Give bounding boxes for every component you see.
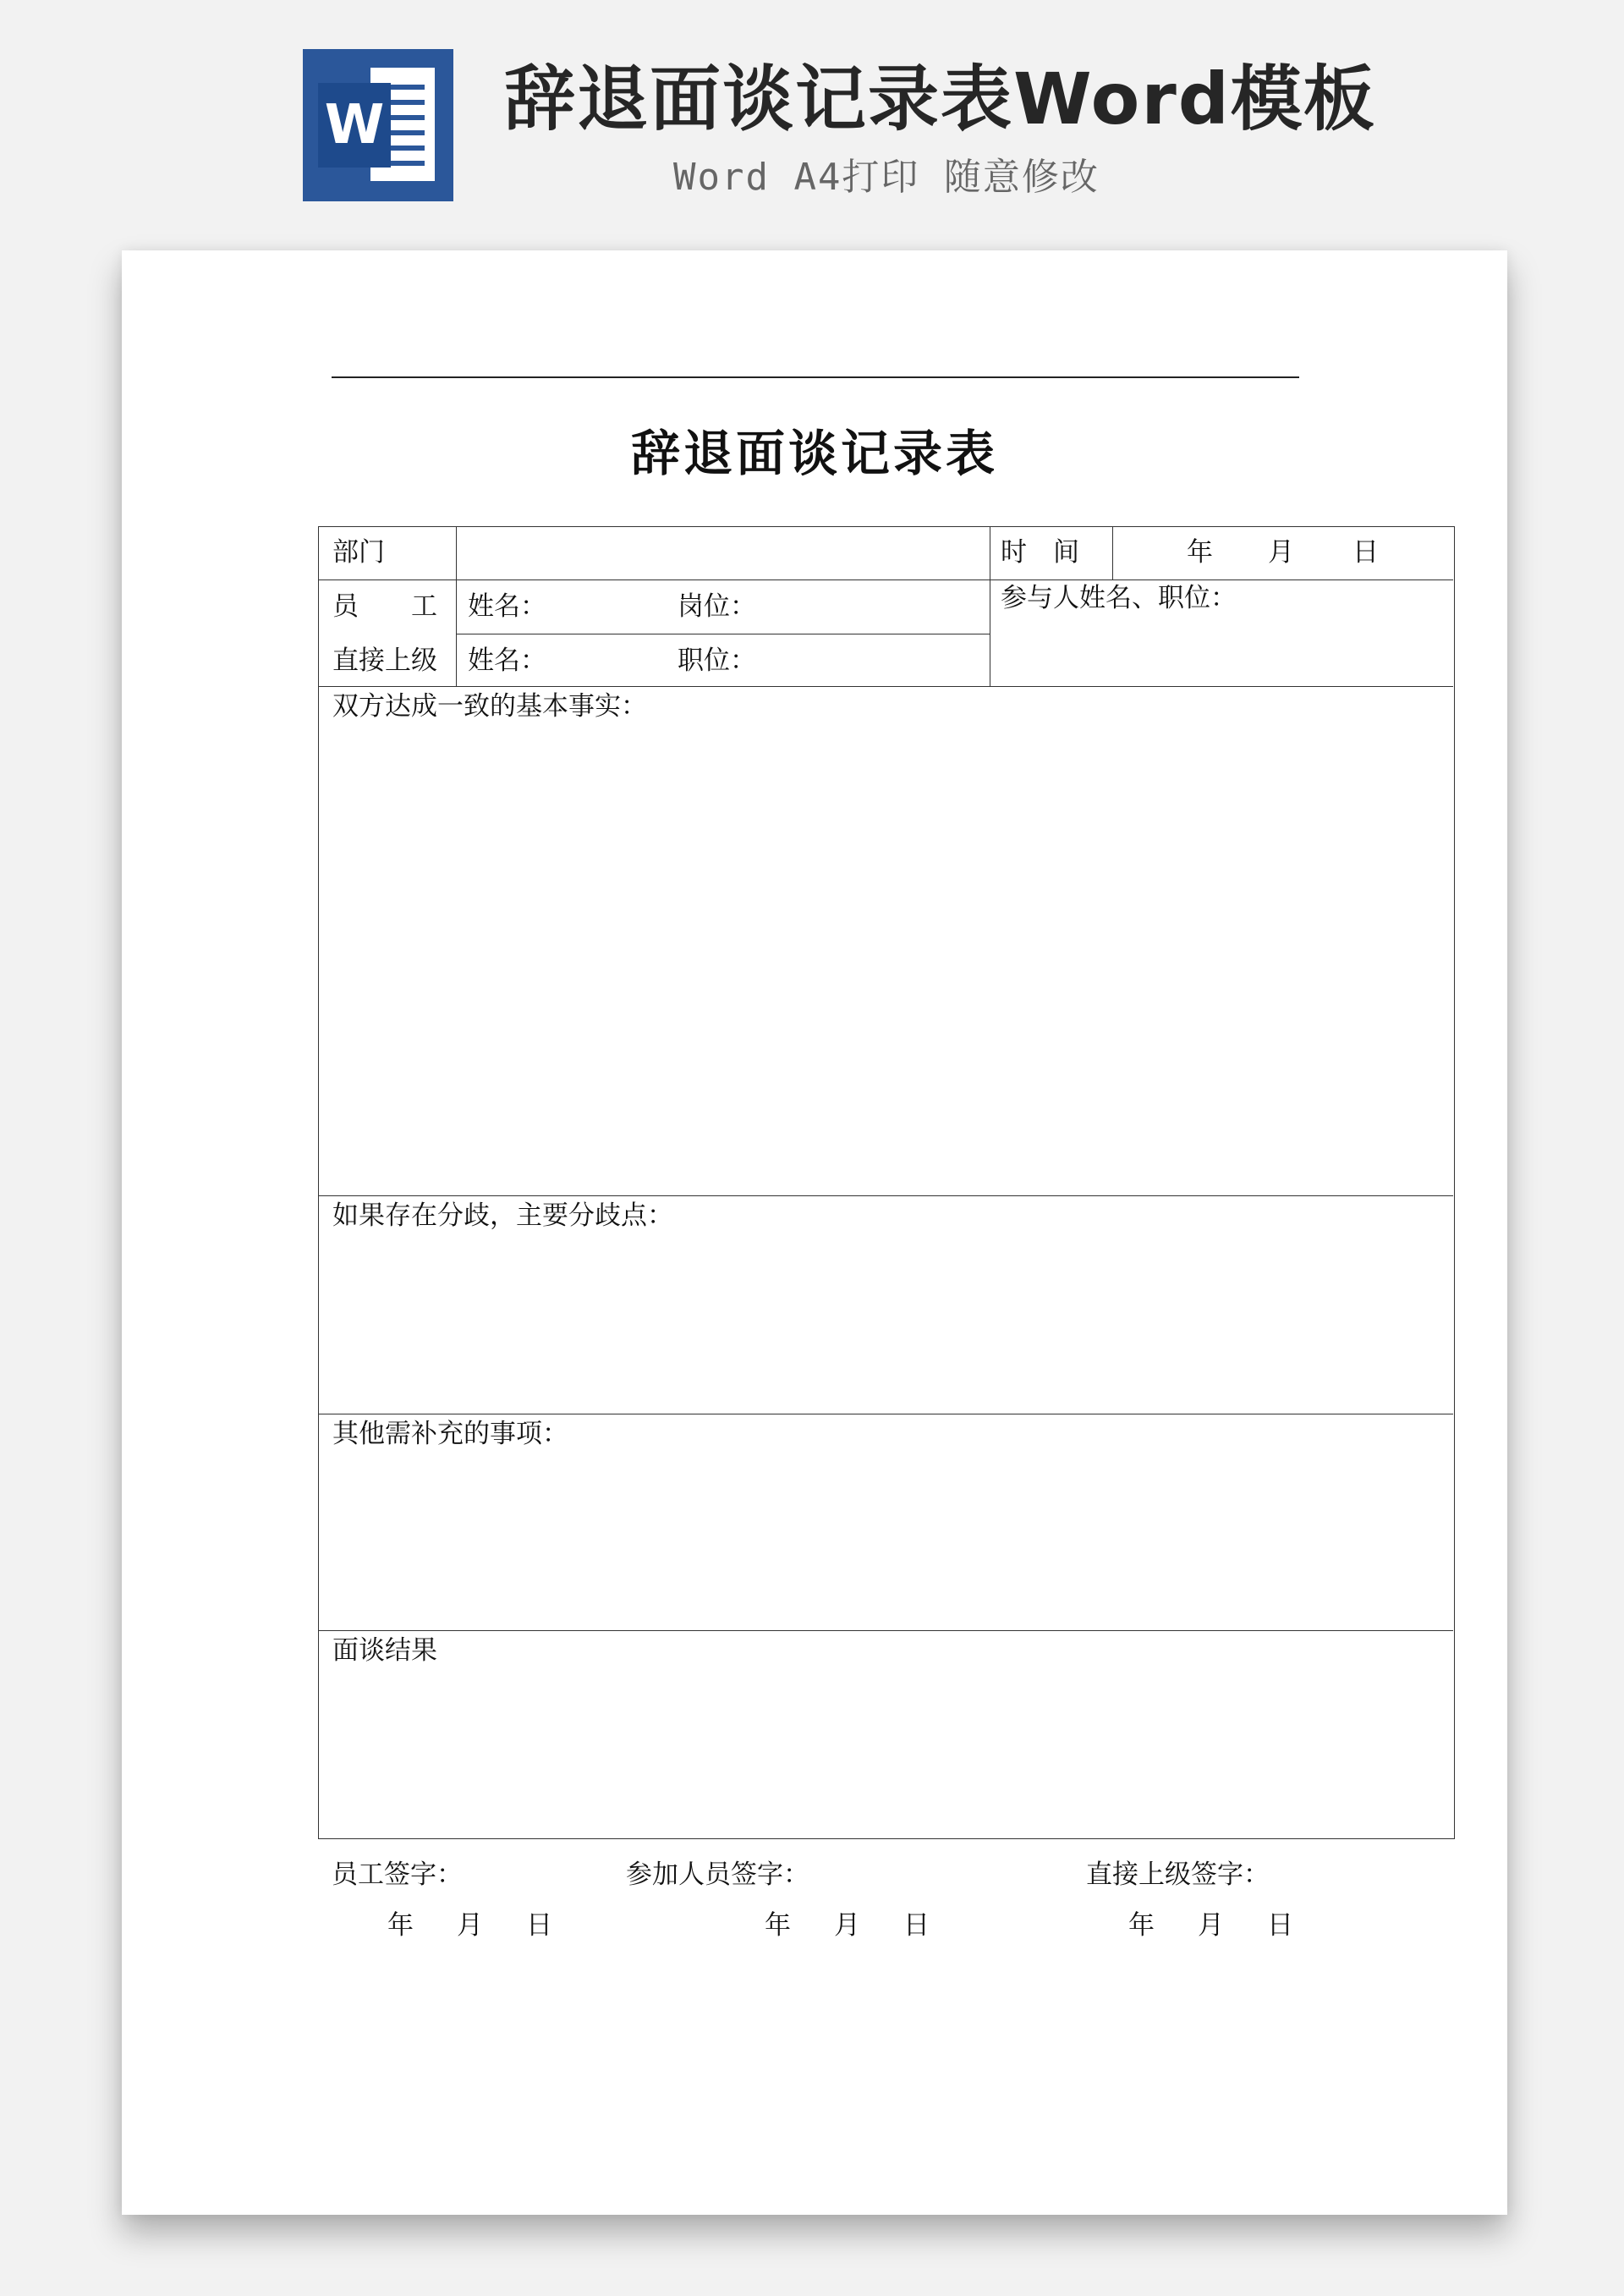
column-divider [1112, 527, 1113, 579]
row-divider [319, 686, 1453, 687]
supplement-section-label: 其他需补充的事项： [332, 1419, 568, 1449]
employee-post-label: 岗位： [678, 591, 756, 622]
column-divider [456, 527, 457, 686]
row-divider [319, 1195, 1453, 1196]
supervisor-post-label: 职位： [678, 645, 756, 676]
employee-label: 员 工 [332, 591, 437, 622]
row-divider [319, 579, 1453, 580]
document-page [122, 250, 1507, 2215]
supervisor-label: 直接上级 [332, 645, 437, 676]
sig-date-year: 年 [765, 1910, 791, 1941]
disagreement-section-label: 如果存在分歧，主要分歧点： [332, 1200, 673, 1231]
participants-label: 参与人姓名、职位： [1001, 583, 1237, 613]
employee-signature-label: 员工签字： [332, 1859, 463, 1890]
document-title: 辞退面谈记录表 [630, 425, 998, 482]
employee-name-label: 姓名： [468, 591, 546, 622]
sig-date-month: 月 [834, 1910, 860, 1941]
sig-date-day: 日 [526, 1910, 552, 1941]
sig-date-year: 年 [1128, 1910, 1155, 1941]
date-month-label: 月 [1268, 537, 1294, 568]
sig-date-year: 年 [387, 1910, 414, 1941]
sig-date-month: 月 [457, 1910, 483, 1941]
date-year-label: 年 [1187, 537, 1213, 568]
row-divider [319, 1630, 1453, 1631]
sig-date-day: 日 [1267, 1910, 1293, 1941]
word-app-icon [303, 49, 453, 201]
time-label: 时 间 [1001, 537, 1079, 568]
participants-signature-label: 参加人员签字： [626, 1859, 809, 1890]
supervisor-name-label: 姓名： [468, 645, 546, 676]
date-day-label: 日 [1352, 537, 1379, 568]
banner-title: 辞退面谈记录表Word模板 [504, 58, 1376, 140]
word-letter-badge: W [318, 83, 391, 168]
dept-label: 部门 [332, 537, 385, 568]
facts-section-label: 双方达成一致的基本事实： [332, 691, 647, 722]
sig-date-month: 月 [1198, 1910, 1224, 1941]
supervisor-signature-label: 直接上级签字： [1086, 1859, 1270, 1890]
header-rule [332, 376, 1299, 378]
interview-form-table [318, 526, 1455, 1839]
sig-date-day: 日 [903, 1910, 930, 1941]
result-section-label: 面谈结果 [332, 1635, 437, 1666]
banner-subtitle: Word A4打印 随意修改 [673, 156, 1100, 199]
